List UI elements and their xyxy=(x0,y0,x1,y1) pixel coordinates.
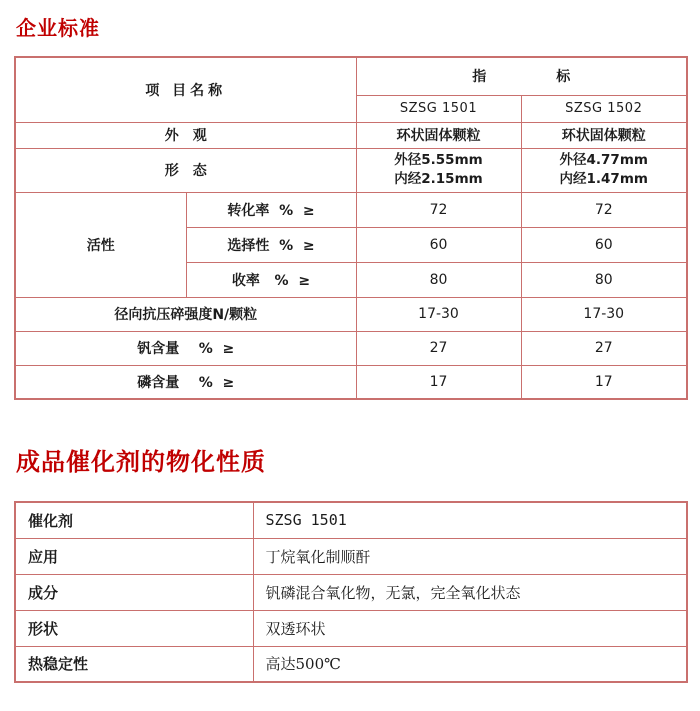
table-row xyxy=(15,502,687,538)
catalyst-label: 催化剂 xyxy=(15,502,253,538)
selectivity-label: 选择性 % ≥ xyxy=(186,227,356,262)
appearance-label: 外 观 xyxy=(15,122,356,148)
table-row xyxy=(15,57,687,95)
crush-strength-value-1501: 17-30 xyxy=(356,297,521,331)
table-row xyxy=(15,574,687,610)
inner-diameter: 内经1.47mm xyxy=(559,171,648,187)
catalyst-value: SZSG 1501 xyxy=(253,502,687,538)
thermal-stability-label: 热稳定性 xyxy=(15,646,253,682)
table-row xyxy=(15,538,687,574)
application-label: 应用 xyxy=(15,538,253,574)
yield-value-1502: 80 xyxy=(521,262,687,297)
section-title: 成品催化剂的物化性质 xyxy=(16,447,266,476)
application-value: 丁烷氧化制顺酐 xyxy=(253,538,687,574)
shape-value-1502 xyxy=(521,148,687,192)
vanadium-value-1501: 27 xyxy=(356,331,521,365)
phosphorus-content-label: 磷含量 % ≥ xyxy=(15,365,356,399)
enterprise-standard-table xyxy=(14,56,688,400)
vanadium-value-1502: 27 xyxy=(521,331,687,365)
table-row xyxy=(15,365,687,399)
shape-value: 双透环状 xyxy=(253,610,687,646)
vanadium-content-label: 钒含量 % ≥ xyxy=(15,331,356,365)
outer-diameter: 外径4.77mm xyxy=(559,152,648,168)
header-indicator: 指 标 xyxy=(356,57,687,95)
shape-label: 形 态 xyxy=(15,148,356,192)
outer-diameter: 外径5.55mm xyxy=(394,152,483,168)
selectivity-value-1501: 60 xyxy=(356,227,521,262)
header-project-name: 项 目名称 xyxy=(15,57,356,122)
activity-label: 活性 xyxy=(15,192,186,297)
catalyst-properties-table xyxy=(14,501,688,683)
crush-strength-value-1502: 17-30 xyxy=(521,297,687,331)
table-row xyxy=(15,148,687,192)
header-grade-1501: SZSG 1501 xyxy=(356,95,521,122)
appearance-value-1502: 环状固体颗粒 xyxy=(521,122,687,148)
yield-value-1501: 80 xyxy=(356,262,521,297)
conversion-label: 转化率 % ≥ xyxy=(186,192,356,227)
header-grade-1502: SZSG 1502 xyxy=(521,95,687,122)
table-row xyxy=(15,646,687,682)
yield-label: 收率 % ≥ xyxy=(186,262,356,297)
crush-strength-label: 径向抗压碎强度N/颗粒 xyxy=(15,297,356,331)
table-row xyxy=(15,610,687,646)
shape-value-1501 xyxy=(356,148,521,192)
phosphorus-value-1501: 17 xyxy=(356,365,521,399)
phosphorus-value-1502: 17 xyxy=(521,365,687,399)
composition-value: 钒磷混合氧化物，无氯，完全氧化状态 xyxy=(253,574,687,610)
inner-diameter: 内经2.15mm xyxy=(394,171,483,187)
table-row xyxy=(15,122,687,148)
table-row xyxy=(15,192,687,227)
conversion-value-1501: 72 xyxy=(356,192,521,227)
thermal-stability-value: 高达500℃ xyxy=(253,646,687,682)
selectivity-value-1502: 60 xyxy=(521,227,687,262)
shape-label: 形状 xyxy=(15,610,253,646)
conversion-value-1502: 72 xyxy=(521,192,687,227)
composition-label: 成分 xyxy=(15,574,253,610)
table-row xyxy=(15,297,687,331)
page-title: 企业标准 xyxy=(16,16,100,40)
table-row xyxy=(15,331,687,365)
appearance-value-1501: 环状固体颗粒 xyxy=(356,122,521,148)
